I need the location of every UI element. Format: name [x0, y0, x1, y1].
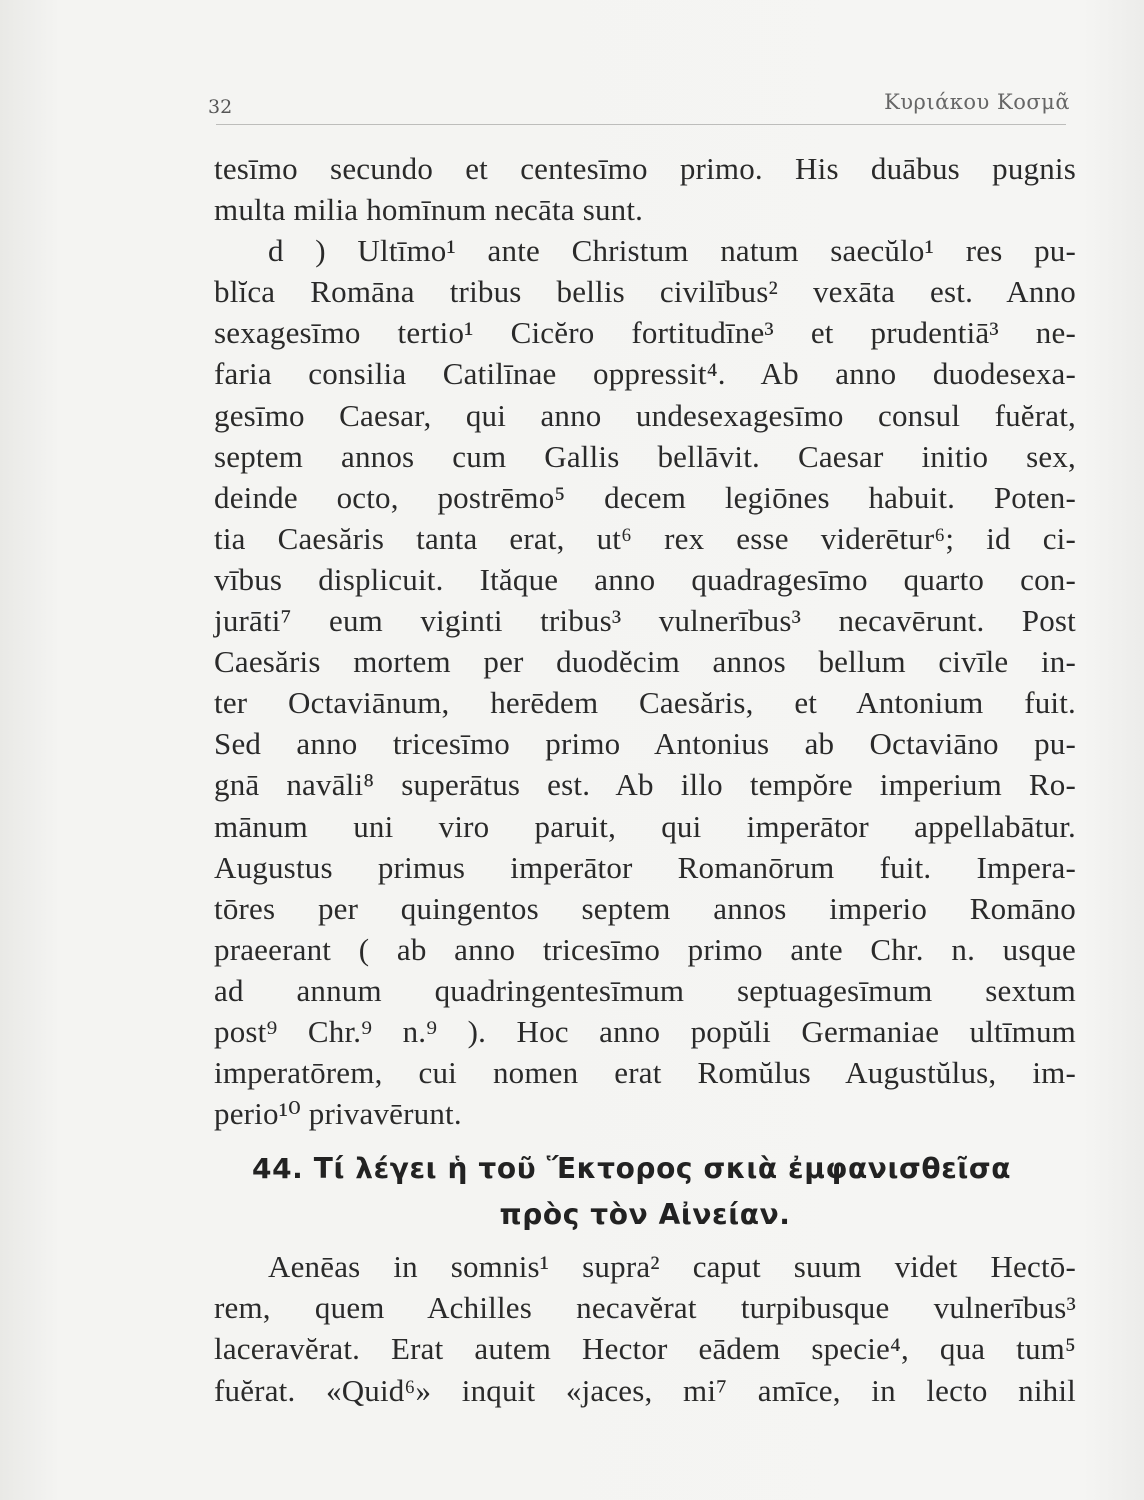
- text-line: Sed anno tricesīmo primo Antonius ab Octaviāno pu-: [214, 726, 1076, 762]
- text-line: faria consilia Catilīnae oppressit⁴. Ab anno duodesexa-: [214, 356, 1076, 392]
- section-heading-continued: πρὸς τὸν Αἰνείαν.: [499, 1198, 791, 1232]
- page-number: 32: [208, 96, 233, 118]
- text-line: mānum uni viro paruit, qui imperātor appellabātur.: [214, 808, 1076, 844]
- text-line: sexagesīmo tertio¹ Cicĕro fortitudīne³ et prudentiā³ ne-: [214, 315, 1076, 351]
- text-line: ad annum quadringentesīmum septuagesīmum sextum: [214, 972, 1076, 1008]
- text-line: tia Caesăris tanta erat, ut⁶ rex esse viderētur⁶; id ci-: [214, 520, 1076, 556]
- paragraph-continuation: [214, 148, 1076, 230]
- paragraph-section-44: [214, 1246, 1076, 1410]
- text-line: Augustus primus imperātor Romanōrum fuit. Impera-: [214, 849, 1076, 885]
- text-line: Caesăris mortem per duodĕcim annos bellum civīle in-: [214, 644, 1076, 680]
- paragraph-section-d: [214, 230, 1076, 1134]
- text-line: perio¹⁰ privavērunt.: [214, 1096, 462, 1132]
- header-rule: [216, 124, 1066, 125]
- text-line: jurāti⁷ eum viginti tribus³ vulnerībus³ necavērunt. Post: [214, 603, 1076, 639]
- text-line: deinde octo, postrēmo⁵ decem legiōnes habuit. Poten-: [214, 479, 1076, 515]
- text-line: post⁹ Chr.⁹ n.⁹ ). Hoc anno popŭli Germaniae ultīmum: [214, 1013, 1076, 1049]
- text-line: tōres per quingentos septem annos imperio Romāno: [214, 890, 1076, 926]
- text-line: ter Octaviānum, herēdem Caesăris, et Antonium fuit.: [214, 685, 1076, 721]
- text-line: fuĕrat. «Quid⁶» inquit «jaces, mi⁷ amīce, in lecto nihil: [214, 1372, 1076, 1408]
- text-line: multa milia homīnum necāta sunt.: [214, 192, 644, 228]
- text-line: vībus displicuit. Ităque anno quadragesīmo quarto con-: [214, 561, 1076, 597]
- text-line: praeerant ( ab anno tricesīmo primo ante Chr. n. usque: [214, 931, 1076, 967]
- page-body: [214, 148, 1076, 1411]
- text-line: gnā navāli⁸ superātus est. Ab illo tempŏre imperium Ro-: [214, 767, 1076, 803]
- text-line: imperatōrem, cui nomen erat Romŭlus Augustŭlus, im-: [214, 1055, 1076, 1091]
- text-line: d ) Ultīmo¹ ante Christum natum saecŭlo¹ res pu-: [268, 233, 1076, 269]
- text-line: gesīmo Caesar, qui anno undesexagesīmo consul fuĕrat,: [214, 397, 1076, 433]
- text-line: blĭca Romāna tribus bellis civilībus² vexāta est. Anno: [214, 274, 1076, 310]
- text-line: laceravĕrat. Erat autem Hector eādem specie⁴, qua tum⁵: [214, 1331, 1076, 1367]
- text-line: rem, quem Achilles necavĕrat turpibusque vulnerībus³: [214, 1290, 1076, 1326]
- running-head: Κυριάκου Κοσμᾶ: [884, 90, 1070, 114]
- text-line: tesīmo secundo et centesīmo primo. His duābus pugnis: [214, 151, 1076, 186]
- text-line: Aenēas in somnis¹ supra² caput suum videt Hectō-: [268, 1249, 1076, 1285]
- text-line: septem annos cum Gallis bellāvit. Caesar initio sex,: [214, 438, 1076, 474]
- section-heading: 44. Τί λέγει ἡ τοῦ Ἕκτορος σκιὰ ἐμφανισθεῖσα: [252, 1152, 1012, 1186]
- page-header: [208, 78, 1076, 118]
